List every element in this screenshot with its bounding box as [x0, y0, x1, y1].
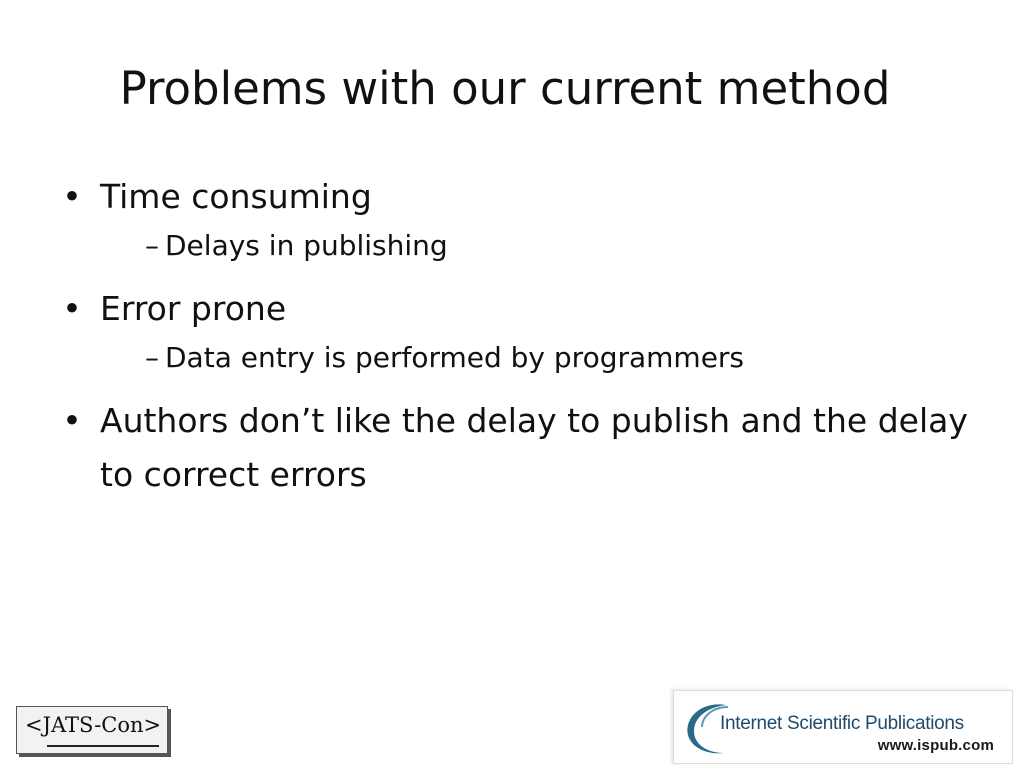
bullet-item: [60, 394, 980, 502]
jats-con-logo: [16, 706, 168, 754]
bullet-glyph: •: [62, 289, 82, 328]
ispub-logo: [673, 690, 1013, 764]
ispub-logo-url: www.ispub.com: [877, 737, 994, 754]
bullet-item: [60, 282, 980, 336]
sub-bullet-glyph: –: [145, 341, 159, 374]
slide-title: Problems with our current method: [119, 62, 891, 115]
bullet-glyph: •: [62, 401, 82, 440]
sub-bullet-glyph: –: [145, 229, 159, 262]
sub-bullet-item: [60, 224, 980, 268]
sub-bullet-item: [60, 336, 980, 380]
bullet-text: Time consuming: [100, 177, 372, 216]
sub-bullet-text: Data entry is performed by programmers: [165, 341, 745, 374]
jats-con-logo-text: <JATS-Con>: [25, 713, 162, 737]
bullet-item: [60, 170, 980, 224]
bullet-glyph: •: [62, 177, 82, 216]
bullet-text: Authors don’t like the delay to publish and the delay to correct errors: [100, 401, 968, 494]
jats-con-logo-underline: [47, 745, 159, 747]
ispub-logo-name: Internet Scientific Publications: [720, 713, 964, 734]
bullet-list: [60, 170, 980, 502]
sub-bullet-text: Delays in publishing: [165, 229, 448, 262]
bullet-text: Error prone: [100, 289, 287, 328]
